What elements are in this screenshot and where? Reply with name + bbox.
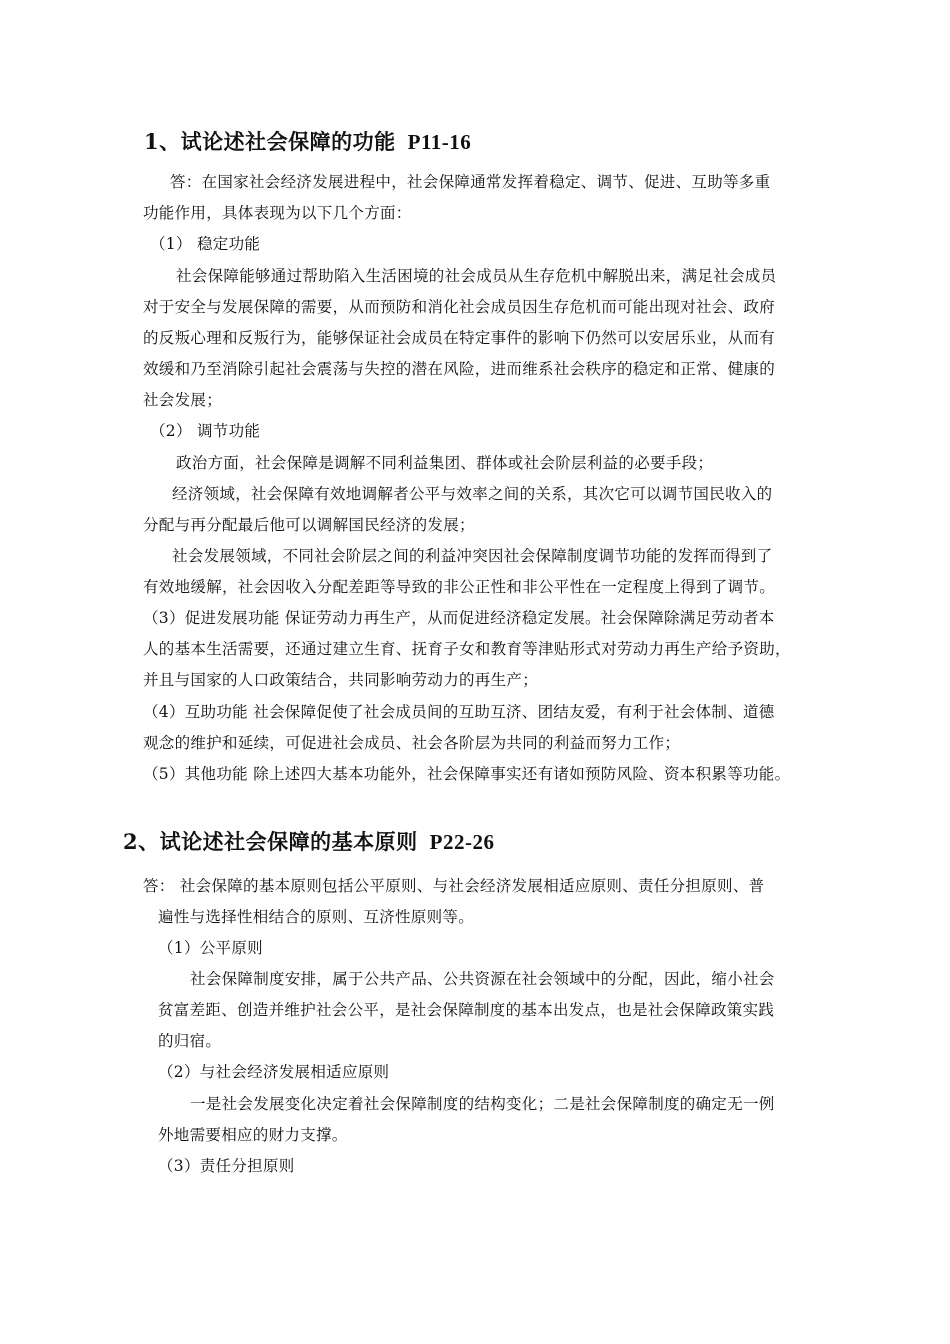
answer-1-line: 人的基本生活需要，还通过建立生育、抚育子女和教育等津贴形式对劳动力再生产给予资助， — [143, 640, 791, 658]
answer-2-line: 遍性与选择性相结合的原则、互济性原则等。 — [158, 908, 475, 926]
question-1-page-ref: P11-16 — [407, 130, 472, 154]
answer-2-line: 贫富差距、创造并维护社会公平，是社会保障制度的基本出发点，也是社会保障政策实践 — [158, 1001, 775, 1019]
answer-1-line: 并且与国家的人口政策结合，共同影响劳动力的再生产； — [143, 671, 539, 689]
answer-1-line: 经济领域，社会保障有效地调解者公平与效率之间的关系，其次它可以调节国民收入的 — [172, 485, 773, 503]
answer-2-line: （3）责任分担原则 — [158, 1157, 295, 1175]
answer-1-line: 答：在国家社会经济发展进程中，社会保障通常发挥着稳定、调节、促进、互助等多重 — [170, 173, 771, 191]
answer-2-line: 社会保障制度安排，属于公共产品、公共资源在社会领域中的分配，因此，缩小社会 — [190, 970, 775, 988]
answer-1-line: （1） 稳定功能 — [150, 235, 261, 253]
question-2-title-text: 2、试论述社会保障的基本原则 — [123, 829, 418, 854]
answer-1-line: 的反叛心理和反叛行为，能够保证社会成员在特定事件的影响下仍然可以安居乐业，从而有 — [143, 329, 776, 347]
answer-2-line: （2）与社会经济发展相适应原则 — [158, 1063, 390, 1081]
answer-2-line: 答： 社会保障的基本原则包括公平原则、与社会经济发展相适应原则、责任分担原则、普 — [143, 877, 765, 895]
question-2-title — [123, 826, 494, 856]
answer-1-line: 效缓和乃至消除引起社会震荡与失控的潜在风险，进而维系社会秩序的稳定和正常、健康的 — [143, 360, 776, 378]
answer-1-line: 社会发展； — [143, 391, 223, 409]
answer-1-line: 有效地缓解，社会因收入分配差距等导致的非公正性和非公平性在一定程度上得到了调节。 — [143, 578, 776, 596]
answer-1-line: （3）促进发展功能 保证劳动力再生产，从而促进经济稳定发展。社会保障除满足劳动者本 — [143, 609, 775, 627]
answer-1-line: 社会保障能够通过帮助陷入生活困境的社会成员从生存危机中解脱出来，满足社会成员 — [176, 267, 777, 285]
question-2-page-ref: P22-26 — [429, 830, 495, 854]
question-1-title-text: 1、试论述社会保障的功能 — [144, 129, 396, 154]
answer-1-line: 分配与再分配最后他可以调解国民经济的发展； — [143, 516, 475, 534]
answer-2-line: 一是社会发展变化决定着社会保障制度的结构变化；二是社会保障制度的确定无一例 — [190, 1095, 775, 1113]
answer-1-line: （2） 调节功能 — [150, 422, 261, 440]
answer-1-line: （5）其他功能 除上述四大基本功能外，社会保障事实还有诸如预防风险、资本积累等功能。 — [143, 765, 791, 783]
answer-1-line: 观念的维护和延续，可促进社会成员、社会各阶层为共同的利益而努力工作； — [143, 734, 681, 752]
answer-2-line: 外地需要相应的财力支撑。 — [158, 1126, 348, 1144]
answer-1-line: 对于安全与发展保障的需要，从而预防和消化社会成员因生存危机而可能出现对社会、政府 — [143, 298, 776, 316]
answer-1-line: 功能作用，具体表现为以下几个方面： — [143, 204, 412, 222]
answer-1-line: 社会发展领域，不同社会阶层之间的利益冲突因社会保障制度调节功能的发挥而得到了 — [172, 547, 773, 565]
question-1-title — [144, 126, 471, 156]
answer-1-line: （4）互助功能 社会保障促使了社会成员间的互助互济、团结友爱，有利于社会体制、道德 — [143, 703, 775, 721]
answer-2-line: 的归宿。 — [158, 1032, 222, 1050]
answer-1-line: 政治方面，社会保障是调解不同利益集团、群体或社会阶层利益的必要手段； — [176, 454, 714, 472]
answer-2-line: （1）公平原则 — [158, 939, 263, 957]
